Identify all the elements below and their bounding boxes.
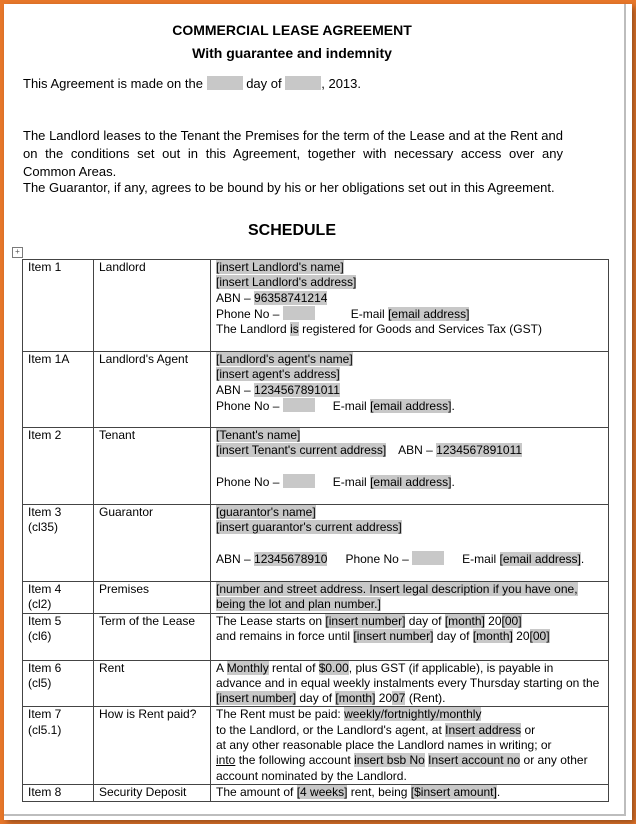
item-label: Landlord's Agent	[94, 352, 211, 428]
landlord-abn-field[interactable]: 96358741214	[254, 290, 328, 305]
schedule-table	[22, 259, 609, 802]
item-number: Item 5 (cl6)	[23, 613, 94, 660]
guarantor-abn-field[interactable]: 12345678910	[254, 551, 328, 566]
table-row	[23, 428, 609, 505]
tenant-abn-field[interactable]: 1234567891011	[436, 443, 523, 458]
item-label: Security Deposit	[94, 784, 211, 801]
item-details	[211, 582, 609, 614]
agent-email-field[interactable]: [email address]	[370, 398, 452, 413]
item-number: Item 1	[23, 260, 94, 352]
item-details: The amount of [4 weeks] rent, being [$insert amount].	[211, 784, 609, 801]
item-label: Tenant	[94, 428, 211, 505]
landlord-name-field[interactable]: [insert Landlord's name]	[216, 260, 344, 274]
account-number-field[interactable]: Insert account no	[428, 753, 521, 768]
item-number: Item 7 (cl5.1)	[23, 707, 94, 784]
table-row	[23, 660, 609, 707]
item-number: Item 6 (cl5)	[23, 660, 94, 707]
rent-start-month-field[interactable]: [month]	[335, 691, 376, 706]
payment-address-field[interactable]: Insert address	[445, 722, 522, 737]
item-details: [insert Landlord's name] [insert Landlord's address] ABN – 96358741214 Phone No – E-mail [email address] The Landlord is registered for Goods and Services Tax (GST)	[211, 260, 609, 352]
item-details: A Monthly rental of $0.00, plus GST (if applicable), is payable in advance and in equal weekly instalments every Thursday starting on the [insert number] day of [month] 2007 (Rent).	[211, 660, 609, 707]
tenant-address-field[interactable]: [insert Tenant's current address]	[216, 443, 387, 458]
item-number: Item 3 (cl35)	[23, 505, 94, 582]
agent-address-field[interactable]: [insert agent's address]	[216, 367, 340, 382]
item-details: The Lease starts on [insert number] day of [month] 20[00] and remains in force until [insert number] day of [month] 20[00]	[211, 613, 609, 660]
item-label: Landlord	[94, 260, 211, 352]
date-prefix: This Agreement is made on the	[23, 76, 203, 91]
rent-start-year-field[interactable]: 07	[392, 691, 406, 706]
item-label: Guarantor	[94, 505, 211, 582]
document-page	[4, 4, 626, 816]
landlord-email-field[interactable]: [email address]	[388, 306, 470, 321]
item-details: The Rent must be paid: weekly/fortnightly/monthly to the Landlord, or the Landlord's agent, at Insert address or at any other reasonable place the Landlord names in writing; or into the following account insert bsb No Insert account no or any other account nominated by the Landlord.	[211, 707, 609, 784]
lease-end-year-field[interactable]: [00]	[529, 628, 550, 643]
table-row	[23, 260, 609, 352]
date-suffix: , 2013.	[321, 76, 361, 91]
premises-lot-plan-field[interactable]: being the lot and plan number.]	[216, 597, 381, 612]
agent-name-field[interactable]: [Landlord's agent's name]	[216, 352, 353, 366]
table-move-handle-icon[interactable]: +	[12, 247, 23, 258]
table-row	[23, 352, 609, 428]
landlord-phone-blank[interactable]	[283, 306, 315, 320]
date-mid: day of	[246, 76, 282, 91]
item-number: Item 1A	[23, 352, 94, 428]
rent-start-day-field[interactable]: [insert number]	[216, 691, 297, 706]
agent-abn-field[interactable]: 1234567891011	[254, 382, 340, 397]
item-details: [guarantor's name] [insert guarantor's current address] ABN – 12345678910 Phone No – E-mail [email address].	[211, 505, 609, 582]
agreement-date-line	[23, 75, 563, 93]
item-number: Item 8	[23, 784, 94, 801]
lease-end-month-field[interactable]: [month]	[472, 628, 513, 643]
schedule-title: SCHEDULE	[247, 222, 336, 239]
item-number: Item 2	[23, 428, 94, 505]
landlord-paragraph: The Landlord leases to the Tenant the Premises for the term of the Lease and at the Rent and on the conditions set out in this Agreement, together with necessary access over any Common Areas.	[23, 128, 563, 179]
item-details: [Tenant's name] [insert Tenant's current address] ABN – 1234567891011 Phone No – E-mail [email address].	[211, 428, 609, 505]
guarantor-paragraph: The Guarantor, if any, agrees to be bound by his or her obligations set out in this Agreement.	[23, 180, 555, 195]
tenant-email-field[interactable]: [email address]	[370, 474, 452, 489]
bsb-field[interactable]: insert bsb No	[354, 753, 425, 768]
table-row	[23, 707, 609, 784]
guarantor-phone-blank[interactable]	[412, 551, 444, 565]
lease-start-month-field[interactable]: [month]	[444, 613, 485, 628]
item-label: How is Rent paid?	[94, 707, 211, 784]
lease-end-day-field[interactable]: [insert number]	[353, 628, 434, 643]
item-label: Premises	[94, 582, 211, 614]
lease-start-year-field[interactable]: [00]	[501, 613, 522, 628]
rent-frequency-field[interactable]: Monthly	[226, 660, 269, 675]
item-number: Item 4 (cl2)	[23, 582, 94, 614]
document-frame	[4, 4, 632, 820]
table-row	[23, 613, 609, 660]
item-details: [Landlord's agent's name] [insert agent's address] ABN – 1234567891011 Phone No – E-mail [email address].	[211, 352, 609, 428]
lease-start-day-field[interactable]: [insert number]	[325, 613, 406, 628]
guarantor-email-field[interactable]: [email address]	[499, 551, 581, 566]
tenant-phone-blank[interactable]	[283, 474, 315, 488]
landlord-address-field[interactable]: [insert Landlord's address]	[216, 275, 357, 290]
deposit-weeks-field[interactable]: [4 weeks]	[296, 784, 348, 799]
guarantor-address-field[interactable]: [insert guarantor's current address]	[216, 520, 402, 535]
item-label: Term of the Lease	[94, 613, 211, 660]
date-month-blank[interactable]	[285, 76, 321, 90]
document-title: COMMERCIAL LEASE AGREEMENT	[172, 22, 412, 38]
rent-amount-field[interactable]: $0.00	[318, 660, 349, 675]
guarantor-name-field[interactable]: [guarantor's name]	[216, 505, 316, 519]
table-row	[23, 784, 609, 801]
table-row	[23, 582, 609, 614]
tenant-name-field[interactable]: [Tenant's name]	[216, 428, 301, 442]
deposit-amount-field[interactable]: [$insert amount]	[410, 784, 497, 799]
table-row	[23, 505, 609, 582]
item-label: Rent	[94, 660, 211, 707]
date-day-blank[interactable]	[207, 76, 243, 90]
premises-address-field[interactable]: [number and street address. Insert legal description if you have one,	[216, 582, 578, 596]
agent-phone-blank[interactable]	[283, 398, 315, 412]
payment-frequency-field[interactable]: weekly/fortnightly/monthly	[344, 707, 482, 722]
document-subtitle: With guarantee and indemnity	[192, 45, 392, 61]
